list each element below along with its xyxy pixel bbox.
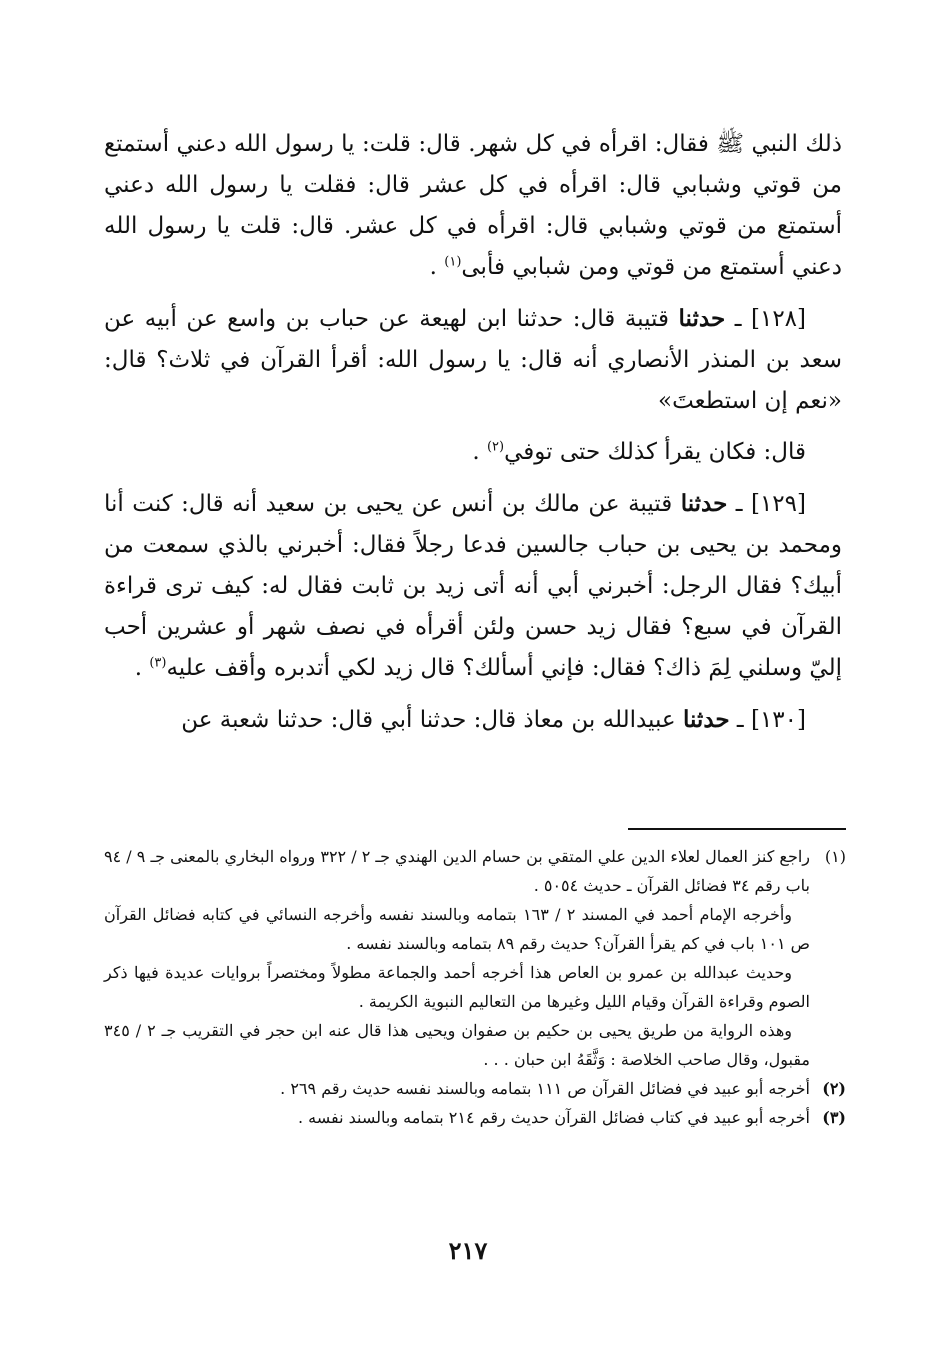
hadith-lead: حدثنا	[680, 490, 728, 517]
footnote-1	[104, 842, 846, 900]
hadith-130: [١٣٠] ـ حدثنا عبيدالله بن معاذ قال: حدثنا أبي قال: حدثنا شعبة عن	[181, 706, 806, 733]
hadith-129: [١٢٩] ـ حدثنا قتيبة عن مالك بن أنس عن يحيى بن سعيد أنه قال: كنت أنا ومحمد بن يحيى بن حباب جالسين فدعا رجلاً فقال: أخبرني بالذي سمعت من أبيك؟ فقال الرجل: أخبرني أبي أنه أتى زيد بن ثابت فقال له: كيف ترى قراءة القرآن في سبع؟ فقال زيد حسن ولئن أقرأه في نصف شهر أو عشرين أحب إليّ وسلني لِمَ ذاك؟ فقال: فإني أسألك؟ قال زيد لكي أتدبره وأقف عليه$^{(٣)}$ .	[104, 490, 842, 681]
footnotes	[104, 842, 846, 1132]
page-number: ٢١٧	[448, 1236, 488, 1265]
hadith-number: [١٢٨] ـ	[734, 306, 807, 332]
footnote-ref-3[interactable]: (٣)	[149, 655, 167, 671]
footnote-ref-2[interactable]: (٢)	[486, 439, 505, 455]
footnote-text: أخرجه أبو عبيد في كتاب فضائل القرآن حديث رقم ٢١٤ بتمامه وبالسند نفسه .	[297, 1108, 810, 1127]
footnote-1-continuation: وحديث عبدالله بن عمرو بن العاص هذا أخرجه أحمد والجماعة مطولاً ومختصراً بروايات عديدة فيها ذكر الصوم وقراءة القرآن وقيام الليل وغيرها من التعاليم النبوية الكريمة .	[104, 963, 810, 1011]
paragraph-continuation: ذلك النبي ﷺ فقال: اقرأه في كل شهر. قال: قلت: يا رسول الله دعني أستمتع من قوتي وشبابي قال: اقرأه في كل عشر قال: فقلت يا رسول الله دعني أستمتع من قوتي وشبابي قال: اقرأه في كل عشر. قال: قلت يا رسول الله دعني أستمتع من قوتي ومن شبابي فأبى$^{(١)}$ .	[104, 131, 842, 280]
footnote-3	[104, 1103, 846, 1132]
footnote-number: (٢)	[822, 1079, 846, 1098]
footnote-2	[104, 1074, 846, 1103]
hadith-128: [١٢٨] ـ حدثنا قتيبة قال: حدثنا ابن لهيعة عن حباب بن واسع عن أبيه عن سعد بن المنذر الأنصاري أنه قال: يا رسول الله: أقرأ القرآن في ثلاث؟ قال: «نعم إن استطعتَ»	[104, 305, 842, 414]
hadith-number: [١٢٩] ـ	[735, 491, 806, 517]
hadith-lead: حدثنا	[678, 305, 726, 332]
hadith-128-conclusion: قال: فكان يقرأ كذلك حتى توفي$^{(٢)}$ .	[472, 439, 806, 465]
hadith-number: [١٣٠] ـ	[736, 707, 806, 733]
footnote-text: أخرجه أبو عبيد في فضائل القرآن ص ١١١ بتمامه وبالسند نفسه حديث رقم ٢٦٩ .	[280, 1079, 810, 1098]
footnote-1-continuation: وهذه الرواية من طريق يحيى بن حكيم بن صفوان ويحيى هذا قال عنه ابن حجر في التقريب جـ ٢ / ٣٤٥ مقبول، وقال صاحب الخلاصة : وَثَّقَهُ ابن حبان . . .	[104, 1021, 810, 1069]
footnote-text: راجع كنز العمال لعلاء الدين علي المتقي بن حسام الدين الهندي جـ ٢ / ٣٢٢ ورواه البخاري بالمعنى جـ ٩ / ٩٤ باب رقم ٣٤ فضائل القرآن ـ حديث ٥٠٥٤ .	[104, 847, 811, 895]
hadith-lead: حدثنا	[682, 706, 730, 733]
main-text	[104, 124, 842, 751]
footnote-number: (٣)	[822, 1108, 846, 1127]
footnote-separator	[628, 828, 846, 830]
footnote-ref-1[interactable]: (١)	[444, 254, 462, 270]
footnote-1-continuation: وأخرجه الإمام أحمد في المسند ٢ / ١٦٣ بتمامه وبالسند نفسه وأخرجه النسائي في كتابه فضائل القرآن ص ١٠١ باب في كم يقرأ القرآن؟ حديث رقم ٨٩ بتمامه وبالسند نفسه .	[104, 905, 810, 953]
footnote-number: (١)	[824, 847, 846, 866]
